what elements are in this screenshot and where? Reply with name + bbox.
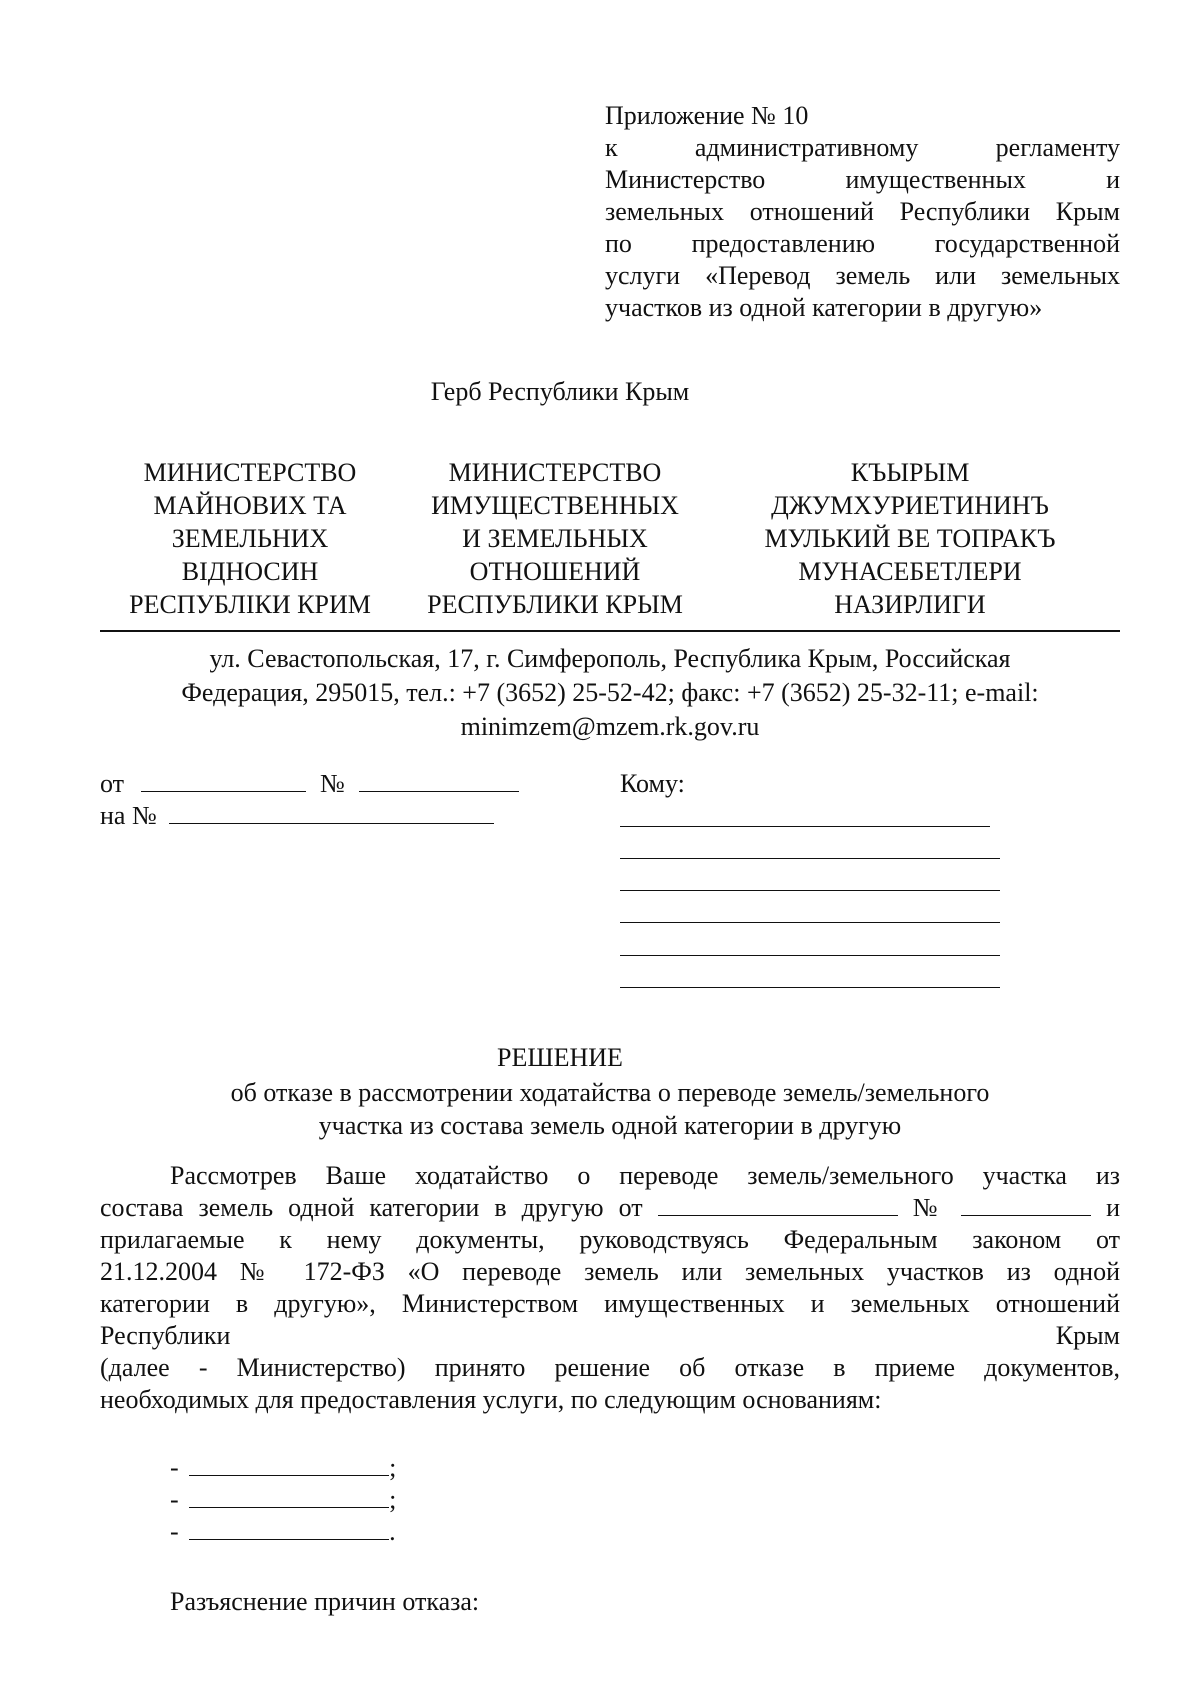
appendix-line: земельных отношений Республики Крым: [605, 197, 1120, 226]
reason-end: .: [389, 1517, 396, 1546]
subtitle-line: об отказе в рассмотрении ходатайства о переводе земель/земельного: [230, 1078, 990, 1107]
ref-date-number: [100, 768, 519, 800]
org-line: РЕСПУБЛИКИ КРЫМ: [427, 590, 683, 619]
reason-item: [170, 1452, 396, 1484]
date-blank[interactable]: [141, 769, 306, 792]
reason-blank[interactable]: [189, 1453, 389, 1476]
ref-in-reply: [100, 800, 494, 832]
org-line: МИНИСТЕРСТВО: [143, 458, 357, 487]
petition-date-blank[interactable]: [658, 1193, 898, 1216]
reason-item: [170, 1516, 396, 1548]
explanation-label: Разъяснение причин отказа:: [170, 1587, 480, 1616]
body-line: необходимых для предоставления услуги, по следующим основаниям:: [100, 1385, 882, 1414]
org-line: МУНАСЕБЕТЛЕРИ: [798, 557, 1022, 586]
body-text: Республики: [100, 1321, 231, 1350]
body-line: прилагаемые к нему документы, руководствуясь Федеральным законом от: [100, 1225, 1120, 1254]
appendix-line: к административному регламенту: [605, 133, 1120, 162]
recipient-label: Кому:: [620, 769, 685, 798]
reason-dash: -: [170, 1517, 179, 1546]
email-address: minimzem@mzem.rk.gov.ru: [460, 712, 760, 741]
org-line: МАЙНОВИХ ТА: [153, 491, 347, 520]
reason-end: ;: [389, 1453, 397, 1482]
appendix-line: услуги «Перевод земель или земельных: [605, 261, 1120, 290]
org-name-russian: [405, 456, 705, 621]
decision-body: [100, 1160, 1120, 1416]
org-line: ВІДНОСИН: [181, 557, 319, 586]
reason-end: ;: [389, 1485, 397, 1514]
in-reply-blank[interactable]: [169, 801, 494, 824]
appendix-line: участков из одной категории в другую»: [605, 293, 1043, 322]
reason-dash: -: [170, 1485, 179, 1514]
address-line: ул. Севастопольская, 17, г. Симферополь, Республика Крым, Российская: [209, 644, 1011, 673]
petition-number-blank[interactable]: [961, 1193, 1091, 1216]
org-name-crimean-tatar: [720, 456, 1100, 621]
recipient-line[interactable]: [620, 890, 1000, 891]
in-reply-label: на №: [100, 801, 157, 830]
org-line: ЗЕМЕЛЬНИХ: [171, 524, 329, 553]
recipient-line[interactable]: [620, 955, 1000, 956]
body-line-with-blanks: [100, 1192, 1120, 1224]
appendix-line: по предоставлению государственной: [605, 229, 1120, 258]
reason-dash: -: [170, 1453, 179, 1482]
org-line: КЪЫРЫМ: [850, 458, 970, 487]
org-line: ДЖУМХУРИЕТИНИНЪ: [771, 491, 1049, 520]
reason-blank[interactable]: [189, 1485, 389, 1508]
body-line: Рассмотрев Ваше ходатайство о переводе земель/земельного участка из: [170, 1161, 1120, 1190]
appendix-line: Министерство имущественных и: [605, 165, 1120, 194]
body-text: состава земель одной категории в другую от: [100, 1193, 643, 1222]
org-line: И ЗЕМЕЛЬНЫХ: [462, 524, 648, 553]
address-block: [100, 642, 1120, 744]
org-line: МИНИСТЕРСТВО: [448, 458, 662, 487]
header-divider: [100, 630, 1120, 632]
recipient-line[interactable]: [620, 987, 1000, 988]
org-name-ukrainian: [100, 456, 400, 621]
number-label: №: [912, 1193, 947, 1222]
coat-of-arms-caption: Герб Республики Крым: [430, 377, 690, 406]
reason-blank[interactable]: [189, 1517, 389, 1540]
org-line: НАЗИРЛИГИ: [834, 590, 986, 619]
recipient-line[interactable]: [620, 858, 1000, 859]
from-label: от: [100, 769, 125, 798]
body-line: (далее - Министерство) принято решение об отказе в приеме документов,: [100, 1353, 1120, 1382]
org-line: МУЛЬКИЙ ВЕ ТОПРАКЪ: [764, 524, 1056, 553]
subtitle-line: участка из состава земель одной категории в другую: [318, 1111, 902, 1140]
org-line: ОТНОШЕНИЙ: [469, 557, 641, 586]
number-blank[interactable]: [359, 769, 519, 792]
recipient-line[interactable]: [620, 922, 1000, 923]
reason-item: [170, 1484, 396, 1516]
appendix-title: Приложение № 10: [605, 101, 809, 130]
decision-subtitle: [100, 1076, 1120, 1142]
decision-title: РЕШЕНИЕ: [497, 1043, 623, 1072]
body-line: [100, 1320, 1120, 1352]
body-text: и: [1106, 1193, 1121, 1222]
org-line: ИМУЩЕСТВЕННЫХ: [431, 491, 679, 520]
body-line: 21.12.2004 № 172-ФЗ «О переводе земель или земельных участков из одной: [100, 1257, 1120, 1286]
address-line: Федерация, 295015, тел.: +7 (3652) 25-52-42; факс: +7 (3652) 25-32-11; e-mail:: [181, 678, 1039, 707]
recipient-line[interactable]: [620, 826, 990, 827]
appendix-block: [605, 100, 1120, 324]
body-line: категории в другую», Министерством имущественных и земельных отношений: [100, 1289, 1120, 1318]
number-label: №: [320, 769, 345, 798]
org-line: РЕСПУБЛІКИ КРИМ: [129, 590, 371, 619]
body-text: Крым: [1055, 1321, 1120, 1350]
